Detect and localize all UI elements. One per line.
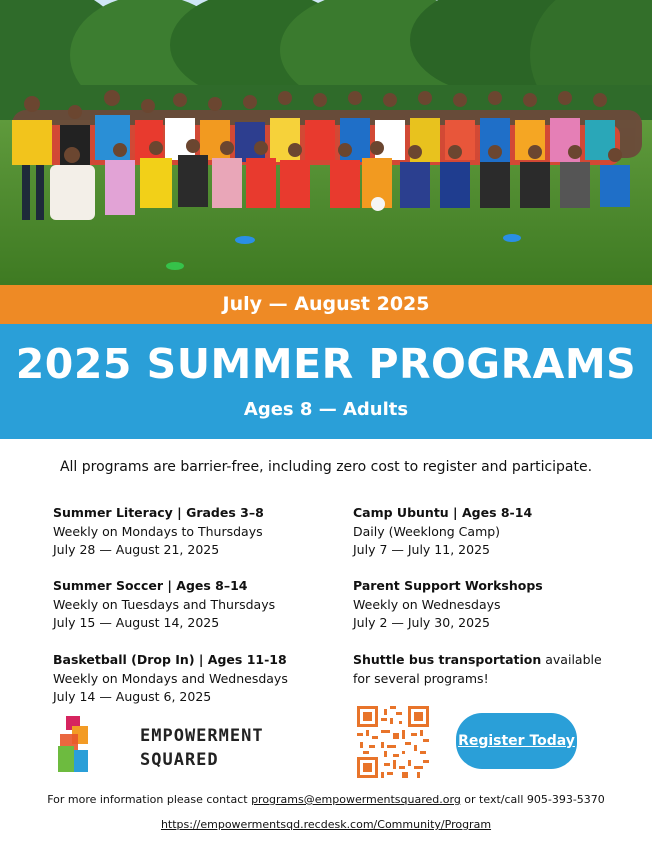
contact-prefix: For more information please contact — [47, 793, 252, 806]
contact-suffix: or text/call 905-393-5370 — [460, 793, 605, 806]
contact-line — [0, 792, 652, 808]
logo-text-line2: SQUARED — [140, 750, 219, 770]
program-dates: July 15 — August 14, 2025 — [53, 615, 220, 630]
program-schedule: Weekly on Mondays and Wednesdays — [53, 670, 288, 686]
page-title: 2025 SUMMER PROGRAMS — [15, 340, 637, 388]
program-schedule: Weekly on Wednesdays — [353, 596, 501, 612]
program-title: Summer Literacy | Grades 3–8 — [53, 505, 264, 520]
intro-text: All programs are barrier-free, including zero cost to register and participate. — [59, 459, 593, 475]
program-url-link[interactable]: https://empowermentsqd.recdesk.com/Community/Program — [160, 818, 492, 831]
group-photo — [0, 0, 652, 285]
program-dates: July 2 — July 30, 2025 — [353, 615, 490, 630]
program-camp-ubuntu — [353, 504, 532, 560]
shuttle-bold: Shuttle bus transportation — [353, 652, 542, 667]
ages-subtitle: Ages 8 — Adults — [243, 399, 409, 420]
register-today-button[interactable]: Register Today — [456, 713, 577, 769]
program-dates: July 14 — August 6, 2025 — [53, 689, 212, 704]
qr-code[interactable] — [357, 706, 429, 778]
program-dates: July 28 — August 21, 2025 — [53, 542, 220, 557]
logo-text-line1: EMPOWERMENT — [140, 726, 264, 746]
program-title: Summer Soccer | Ages 8–14 — [53, 578, 248, 593]
shuttle-text: available for several programs! — [353, 652, 602, 686]
program-summer-literacy — [53, 504, 264, 560]
program-schedule: Weekly on Mondays to Thursdays — [53, 523, 263, 539]
program-title: Parent Support Workshops — [353, 578, 543, 593]
program-schedule: Weekly on Tuesdays and Thursdays — [53, 596, 276, 612]
program-summer-soccer — [53, 577, 275, 633]
email-link[interactable]: programs@empowermentsquared.org — [251, 793, 461, 806]
shuttle-note — [353, 651, 613, 688]
program-title: Camp Ubuntu | Ages 8-14 — [353, 505, 533, 520]
title-banner — [0, 324, 652, 439]
logo-squares-icon — [58, 716, 88, 774]
program-basketball — [53, 651, 288, 707]
program-title: Basketball (Drop In) | Ages 11-18 — [53, 652, 287, 667]
program-parent-workshops — [353, 577, 543, 633]
program-schedule: Daily (Weeklong Camp) — [353, 523, 501, 539]
empowerment-squared-logo — [58, 716, 264, 776]
program-url — [0, 817, 652, 833]
program-dates: July 7 — July 11, 2025 — [353, 542, 490, 557]
dates-banner: July — August 2025 — [0, 285, 652, 324]
